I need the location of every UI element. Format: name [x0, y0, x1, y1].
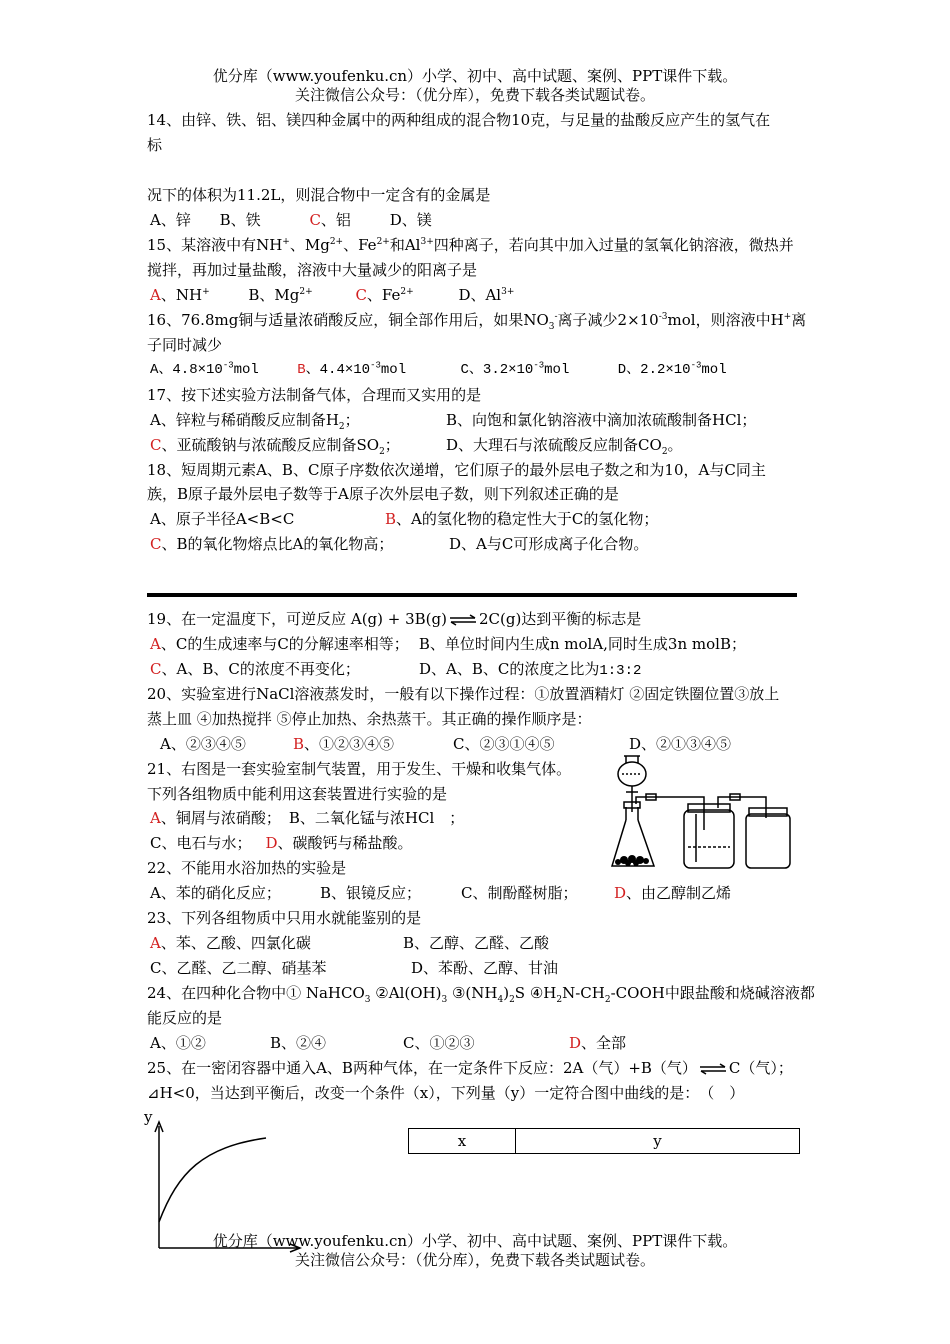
- q24-option-b: B、②④: [270, 1034, 327, 1052]
- q14-stem-2: 标: [147, 136, 163, 154]
- q21-options-row-1: A、铜屑与浓硝酸； B、二氧化锰与浓HCl ；: [150, 809, 465, 827]
- q24-option-c: C、①②③: [403, 1034, 475, 1052]
- q17-option-a: A、锌粒与稀硝酸反应制备$H_2$；: [150, 411, 360, 432]
- q20-option-d: D、②①③④⑤: [629, 735, 732, 753]
- table-row: [409, 1129, 800, 1154]
- q23-stem: 23、下列各组物质中只用水就能鉴别的是: [147, 909, 422, 927]
- section-divider: [147, 593, 797, 597]
- q19-option-c: C、A、B、C的浓度不再变化；: [150, 660, 360, 678]
- q24-option-a: A、①②: [150, 1034, 206, 1052]
- q25-stem-1: 25、在一密闭容器中通入A、B两种气体，在一定条件下反应：2A（气）+B（气） C（气）；: [147, 1059, 793, 1077]
- q18-stem-1: 18、短周期元素A、B、C原子序数依次递增，它们原子的最外层电子数之和为10，A与C同主: [147, 461, 766, 479]
- q21-stem-1: 21、右图是一套实验室制气装置，用于发生、干燥和收集气体。: [147, 760, 572, 778]
- q14-options: [150, 210, 432, 230]
- q20-option-b: B、①②③④⑤: [293, 735, 395, 753]
- gas-apparatus-figure: [606, 752, 796, 872]
- q19-option-d: D、A、B、C的浓度之比为1:3:2: [419, 660, 642, 679]
- footer-line-2: 关注微信公众号：（优分库），免费下载各类试题试卷。: [294, 1251, 655, 1269]
- q19-stem: 19、在一定温度下，可逆反应 A(g) + 3B(g) 2C(g)达到平衡的标志是: [147, 610, 642, 628]
- q25-xy-table: [408, 1128, 800, 1154]
- q25-y-axis-label: y: [144, 1108, 153, 1126]
- equilibrium-arrow-icon-2: [698, 1063, 728, 1075]
- q18-stem-2: 族，B原子最外层电子数等于A原子次外层电子数，则下列叙述正确的是: [147, 485, 619, 503]
- q23-option-b: B、乙醇、乙醛、乙酸: [403, 934, 550, 952]
- q17-stem: 17、按下述实验方法制备气体，合理而又实用的是: [147, 386, 482, 404]
- q24-stem-1: 24、在四种化合物中① NaHCO$_3$ $②Al(OH)_3$ $③(NH_4)_2S$ $④H_2N-CH_2$-COOH中跟盐酸和烧碱溶液都: [147, 984, 815, 1005]
- q15-options: A、NH+ B、$Mg^{2+}$ C、$Fe^{2+}$ D、$Al^{3+}$: [150, 286, 515, 304]
- q22-option-a: A、苯的硝化反应；: [150, 884, 281, 902]
- q14-stem-1: 14、由锌、铁、铝、镁四种金属中的两种组成的混合物10克，与足量的盐酸反应产生的氢气在: [147, 111, 771, 129]
- header-line-1: 优分库（www.youfenku.cn）小学、初中、高中试题、案例、PPT课件下载。: [212, 67, 738, 85]
- equilibrium-arrow-icon: [448, 614, 478, 626]
- q18-option-c: C、B的氧化物熔点比A的氧化物高；: [150, 535, 394, 553]
- q14-option-d: D、镁: [389, 211, 432, 229]
- q17-option-b: B、向饱和氯化钠溶液中滴加浓硫酸制备HCl；: [446, 411, 757, 429]
- q16-stem-2: 子同时减少: [147, 336, 223, 354]
- header-line-2: 关注微信公众号：（优分库），免费下载各类试题试卷。: [294, 86, 655, 104]
- q23-option-a: A、苯、乙酸、四氯化碳: [150, 934, 311, 952]
- q15-stem-1: 15、某溶液中有NH+、$Mg^{2+}$、$Fe^{2+}$和$Al^{3+}$四种离子，若向其中加入过量的氢氧化钠溶液，微热并: [147, 236, 794, 254]
- q14-option-c-letter: C: [309, 211, 321, 229]
- q20-stem-1: 20、实验室进行NaCl溶液蒸发时，一般有以下操作过程：①放置酒精灯 ②固定铁圈位置③放上: [147, 685, 780, 703]
- q25-stem-2: ⊿H<0，当达到平衡后，改变一个条件（x），下列量（y）一定符合图中曲线的是： （ ）: [147, 1084, 745, 1102]
- q21-options-row-2: C、电石与水； D、碳酸钙与稀盐酸。: [150, 834, 413, 852]
- q22-option-d: D、由乙醇制乙烯: [614, 884, 732, 902]
- q14-option-b: B、铁: [219, 211, 261, 229]
- q24-stem-2: 能反应的是: [147, 1009, 223, 1027]
- q21-stem-2: 下列各组物质中能利用这套装置进行实验的是: [147, 785, 448, 803]
- table-header-x: x: [409, 1129, 516, 1154]
- q22-stem: 22、不能用水浴加热的实验是: [147, 859, 347, 877]
- q18-option-d: D、A与C可形成离子化合物。: [449, 535, 649, 553]
- q17-option-c: C、亚硫酸钠与浓硫酸反应制备$SO_2$；: [150, 436, 400, 457]
- q20-stem-2: 蒸上皿 ④加热搅拌 ⑤停止加热、余热蒸干。其正确的操作顺序是：: [147, 710, 592, 728]
- q23-option-c: C、乙醛、乙二醇、硝基苯: [150, 959, 327, 977]
- q22-option-b: B、银镜反应；: [320, 884, 422, 902]
- q17-option-d: D、大理石与浓硫酸反应制备$CO_2$。: [446, 436, 683, 457]
- q24-option-d: D、全部: [569, 1034, 627, 1052]
- q18-option-b: B、A的氢化物的稳定性大于C的氢化物；: [385, 510, 659, 528]
- q20-option-a: A、②③④⑤: [160, 735, 246, 753]
- q19-options-row-1: A、C的生成速率与C的分解速率相等； B、单位时间内生成n molA,同时生成3n molB；: [150, 635, 746, 653]
- q15-stem-2: 搅拌，再加过量盐酸，溶液中大量减少的阳离子是: [147, 261, 478, 279]
- q20-option-c: C、②③①④⑤: [453, 735, 555, 753]
- q14-stem-3: 况下的体积为11.2L，则混合物中一定含有的金属是: [147, 186, 491, 204]
- q18-option-a: A、原子半径A<B<C: [150, 510, 295, 528]
- q23-option-d: D、苯酚、乙醇、甘油: [411, 959, 559, 977]
- q16-options: A、$4.8\times 10^{-3}mol$ B、$4.4\times 10^{-3}mol$ C、$3.2\times 10^{-3}mol$ D、$2.2\times 10^{-3}mol$: [150, 360, 727, 378]
- footer-line-1: 优分库（www.youfenku.cn）小学、初中、高中试题、案例、PPT课件下载。: [212, 1232, 738, 1250]
- q22-option-c: C、制酚醛树脂；: [461, 884, 578, 902]
- q16-stem-1: 16、76.8mg铜与适量浓硝酸反应，铜全部作用后，如果$NO_3^-$离子减少$2\times 10^{-3}mol$，则溶液中H+离: [147, 311, 807, 332]
- q14-option-a: A、锌: [150, 211, 191, 229]
- table-header-y: y: [516, 1129, 800, 1154]
- q14-option-c: 、铝: [320, 211, 351, 229]
